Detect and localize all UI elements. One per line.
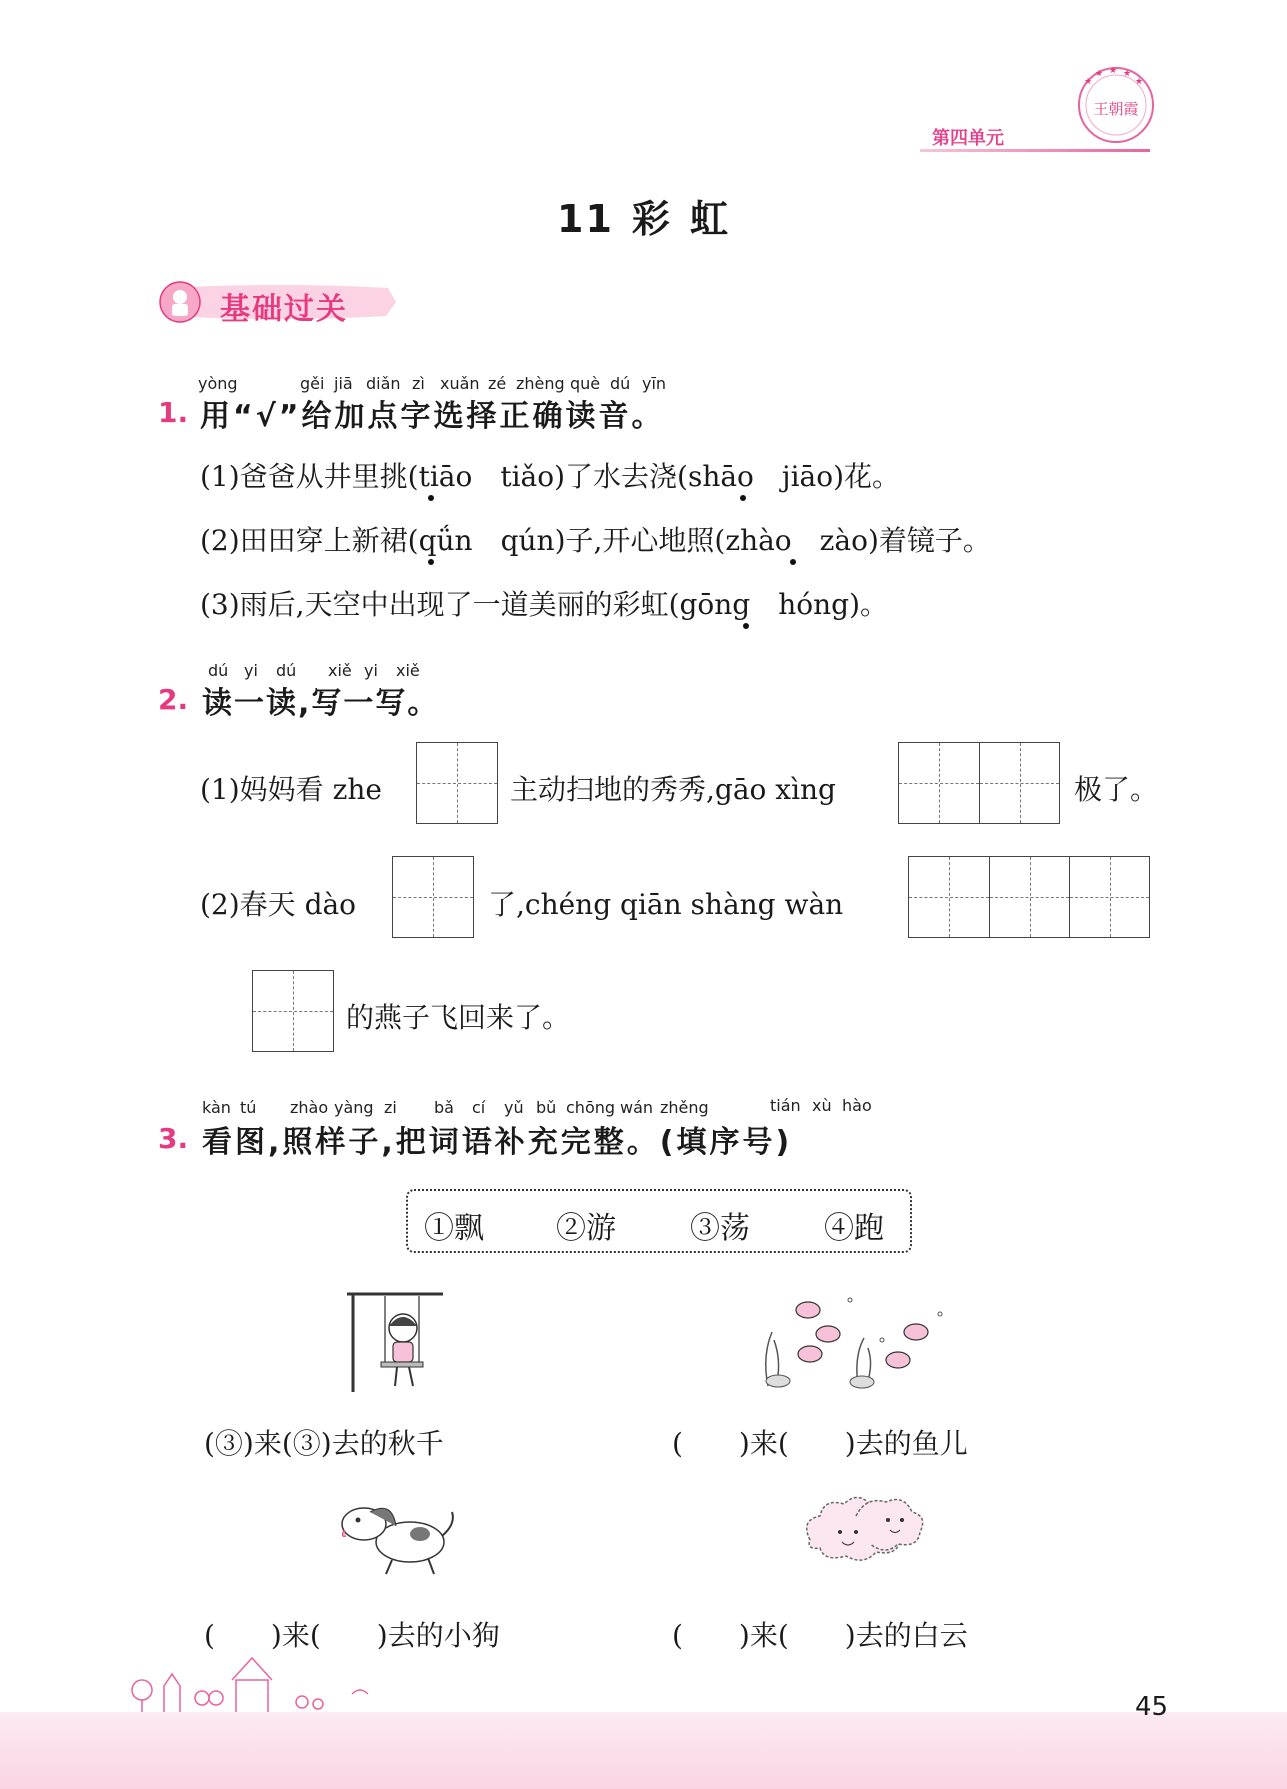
- q1-pinyin-zi: zì: [412, 374, 425, 393]
- q1-item-2: (2)田田穿上新裙(qǘn qún)子,开心地照(zhào zào)着镜子。: [200, 524, 991, 557]
- q2-pinyin-du1: dú: [208, 661, 229, 680]
- q2-pinyin-xie2: xiě: [396, 661, 420, 680]
- publisher-logo: [1075, 64, 1157, 146]
- svg-text:★: ★: [1135, 77, 1144, 87]
- emphasis-dot: [428, 559, 434, 565]
- word-option-3: ③荡: [690, 1211, 750, 1246]
- emphasis-dot: [428, 495, 434, 501]
- q3-pinyin-wan: wán: [620, 1098, 654, 1117]
- section-banner-title: 基础过关: [220, 292, 348, 327]
- q3-pinyin-yu: yǔ: [504, 1098, 524, 1117]
- q1-pinyin-yong: yòng: [198, 374, 238, 393]
- q3-pinyin-tian: tián: [770, 1096, 801, 1115]
- lesson-number: 11: [557, 197, 614, 241]
- svg-text:★: ★: [1109, 66, 1118, 76]
- q1-pinyin-yin: yīn: [642, 374, 667, 393]
- writing-grid-chengqianshangwan[interactable]: [908, 856, 1150, 938]
- page-number: 45: [1135, 1692, 1169, 1722]
- q2-pinyin-yi1: yi: [244, 661, 258, 680]
- svg-text:★: ★: [1084, 77, 1093, 87]
- word-option-4: ④跑: [824, 1211, 884, 1246]
- q1-pinyin-gei: gěi: [300, 374, 325, 393]
- emphasis-dot: [790, 559, 796, 565]
- footer-band: [0, 1712, 1287, 1789]
- q2-pinyin-yi2: yi: [364, 661, 378, 680]
- q3-pinyin-chong: chōng: [566, 1098, 616, 1117]
- q2-line2-middle: 了,chéng qiān shàng wàn: [488, 888, 844, 921]
- swing-girl-illustration: [345, 1290, 445, 1394]
- q3-pinyin-ci: cí: [472, 1098, 486, 1117]
- q2-line1-end: 极了。: [1074, 773, 1159, 806]
- q3-pinyin-kan: kàn: [202, 1098, 231, 1117]
- q1-instruction: 用“√”给加点字选择正确读音。: [200, 399, 665, 434]
- emphasis-dot: [740, 495, 746, 501]
- word-option-2: ②游: [556, 1211, 616, 1246]
- q3-pinyin-hao: hào: [842, 1096, 872, 1115]
- q2-instruction: 读一读,写一写。: [202, 686, 440, 721]
- q2-pinyin-du2: dú: [276, 661, 297, 680]
- q1-item-1: (1)爸爸从井里挑(tiāo tiǎo)了水去浇(shāo jiāo)花。: [200, 460, 901, 493]
- q2-pinyin-xie1: xiě: [328, 661, 352, 680]
- puppy-illustration: [330, 1490, 462, 1578]
- q3-pinyin-zheng: zhěng: [660, 1098, 709, 1117]
- logo-text: 王朝霞: [1093, 100, 1139, 118]
- q1-pinyin-dian: diǎn: [366, 374, 401, 393]
- q2-number: 2.: [158, 683, 189, 716]
- header-divider: [920, 149, 1150, 152]
- q1-item-3: (3)雨后,天空中出现了一道美丽的彩虹(gōng hóng)。: [200, 588, 888, 621]
- phrase-cloud: ( )来( )去的白云: [672, 1619, 968, 1652]
- title-char-1: 彩: [631, 197, 672, 241]
- phrase-fish: ( )来( )去的鱼儿: [672, 1427, 968, 1460]
- q3-number: 3.: [158, 1122, 189, 1155]
- q3-pinyin-zi: zi: [384, 1098, 397, 1117]
- q2-line1-start: (1)妈妈看 zhe: [200, 773, 382, 806]
- writing-grid-continued[interactable]: [252, 970, 334, 1052]
- q1-pinyin-xuan: xuǎn: [440, 374, 480, 393]
- word-option-1: ①飘: [424, 1211, 484, 1246]
- q1-number: 1.: [158, 396, 189, 429]
- q3-pinyin-xu: xù: [812, 1096, 832, 1115]
- writing-grid-dao[interactable]: [392, 856, 474, 938]
- q2-line1-middle: 主动扫地的秀秀,gāo xìng: [510, 773, 836, 806]
- fish-illustration: [758, 1296, 968, 1390]
- writing-grid-zhe[interactable]: [416, 742, 498, 824]
- svg-text:★: ★: [1095, 69, 1104, 79]
- q1-pinyin-jia: jiā: [334, 374, 353, 393]
- q2-line2-start: (2)春天 dào: [200, 888, 357, 921]
- emphasis-dot: [743, 623, 749, 629]
- lesson-title: [0, 188, 1287, 243]
- phrase-puppy: ( )来( )去的小狗: [204, 1619, 500, 1652]
- q3-pinyin-ba: bǎ: [434, 1098, 454, 1117]
- q1-pinyin-du: dú: [610, 374, 631, 393]
- q3-pinyin-tu: tú: [240, 1098, 257, 1117]
- q2-line3: 的燕子飞回来了。: [346, 1001, 571, 1034]
- q3-instruction: 看图,照样子,把词语补充完整。(填序号): [202, 1125, 793, 1160]
- q3-pinyin-yang: yàng: [334, 1098, 374, 1117]
- q3-pinyin-bu: bǔ: [536, 1098, 557, 1117]
- writing-grid-gaoxing[interactable]: [898, 742, 1060, 824]
- footer-town-decoration: [120, 1650, 400, 1714]
- q1-pinyin-que: què: [570, 374, 601, 393]
- title-char-2: 虹: [689, 197, 730, 241]
- unit-label: 第四单元: [932, 128, 1004, 149]
- q1-pinyin-ze: zé: [488, 374, 507, 393]
- svg-text:★: ★: [1123, 69, 1132, 79]
- cloud-illustration: [800, 1490, 930, 1580]
- phrase-swing: (③)来(③)去的秋千: [204, 1427, 444, 1460]
- q3-pinyin-zhao: zhào: [290, 1098, 329, 1117]
- q1-pinyin-zheng: zhèng: [516, 374, 565, 393]
